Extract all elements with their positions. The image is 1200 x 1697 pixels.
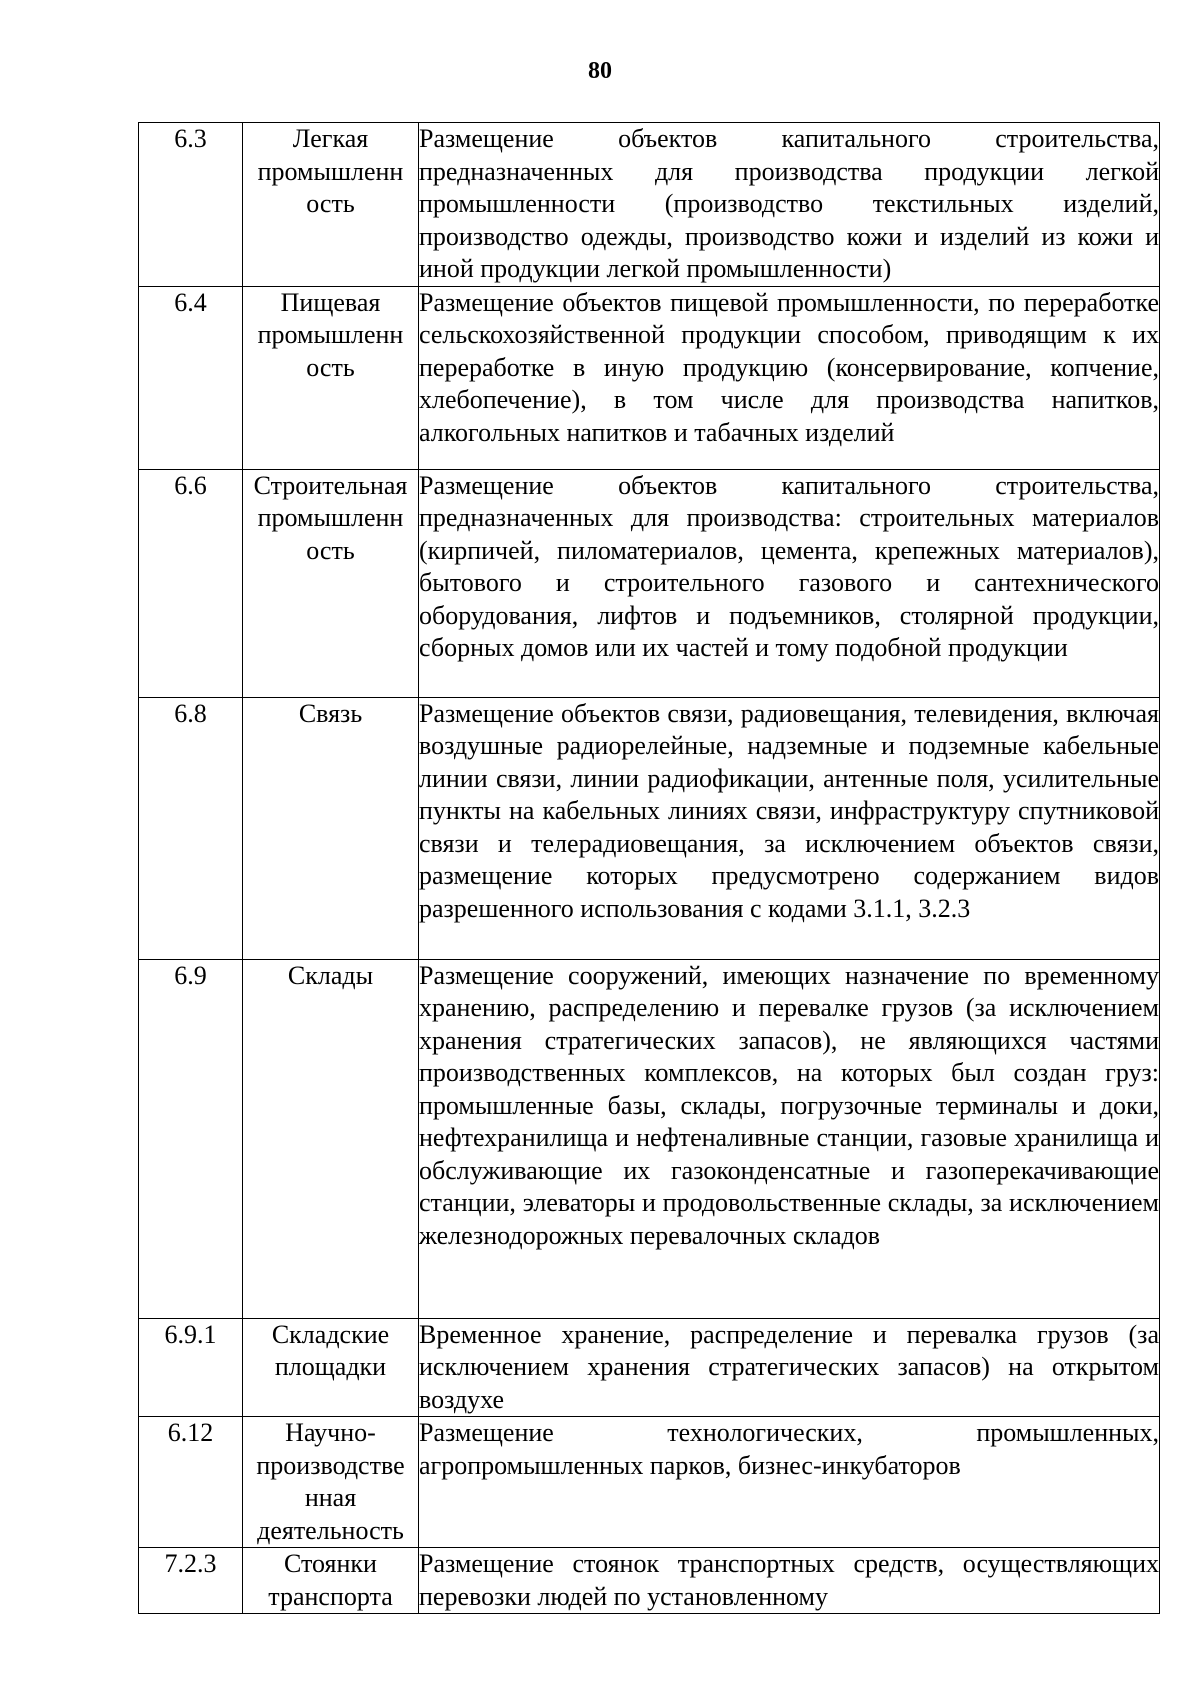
table-row [139, 1417, 1160, 1548]
row-name: Стоянки транспорта [243, 1548, 419, 1614]
row-code: 6.8 [139, 697, 243, 959]
row-code: 6.12 [139, 1417, 243, 1548]
row-description: Размещение технологических, промышленных, агропромышленных парков, бизнес-инкубаторов [419, 1417, 1160, 1548]
table-row [139, 469, 1160, 697]
row-code: 6.6 [139, 469, 243, 697]
table-row [139, 697, 1160, 959]
row-description: Размещение объектов капитального строительства, предназначенных для производства продукции легкой промышленности (производство текстильных изделий, производство одежды, производство кожи и изделий из кожи и иной продукции легкой промышленности) [419, 123, 1160, 287]
row-description: Размещение объектов связи, радиовещания, телевидения, включая воздушные радиорелейные, надземные и подземные кабельные линии связи, линии радиофикации, антенные поля, усилительные пункты на кабельных линиях связи, инфраструктуру спутниковой связи и телерадиовещания, за исключением объектов связи, размещение которых предусмотрено содержанием видов разрешенного использования с кодами 3.1.1, 3.2.3 [419, 697, 1160, 959]
row-description: Размещение объектов капитального строительства, предназначенных для производства: строительных материалов (кирпичей, пиломатериалов, цемента, крепежных материалов), бытового и строительного газового и сантехнического оборудования, лифтов и подъемников, столярной продукции, сборных домов или их частей и тому подобной продукции [419, 469, 1160, 697]
table-row [139, 959, 1160, 1318]
row-name: Легкая промышленн ость [243, 123, 419, 287]
table-row [139, 123, 1160, 287]
row-name: Научно-производстве нная деятельность [243, 1417, 419, 1548]
row-name: Склады [243, 959, 419, 1318]
row-name: Строительная промышленн ость [243, 469, 419, 697]
table-row [139, 1548, 1160, 1614]
row-name: Связь [243, 697, 419, 959]
row-code: 6.4 [139, 286, 243, 469]
table-row [139, 1318, 1160, 1417]
row-description: Размещение стоянок транспортных средств, осуществляющих перевозки людей по установленному [419, 1548, 1160, 1614]
row-code: 6.9.1 [139, 1318, 243, 1417]
table-row [139, 286, 1160, 469]
row-name: Пищевая промышленн ость [243, 286, 419, 469]
row-description: Размещение объектов пищевой промышленности, по переработке сельскохозяйственной продукции способом, приводящим к их переработке в иную продукцию (консервирование, копчение, хлебопечение), в том числе для производства напитков, алкогольных напитков и табачных изделий [419, 286, 1160, 469]
row-name: Складские площадки [243, 1318, 419, 1417]
row-description: Размещение сооружений, имеющих назначение по временному хранению, распределению и перевалке грузов (за исключением хранения стратегических запасов), не являющихся частями производственных комплексов, на которых был создан груз: промышленные базы, склады, погрузочные терминалы и доки, нефтехранилища и нефтеналивные станции, газовые хранилища и обслуживающие их газоконденсатные и газоперекачивающие станции, элеваторы и продовольственные склады, за исключением железнодорожных перевалочных складов [419, 959, 1160, 1318]
row-description: Временное хранение, распределение и перевалка грузов (за исключением хранения стратегических запасов) на открытом воздухе [419, 1318, 1160, 1417]
land-use-table [138, 122, 1160, 1614]
page-number: 80 [588, 58, 612, 84]
row-code: 6.9 [139, 959, 243, 1318]
row-code: 7.2.3 [139, 1548, 243, 1614]
row-code: 6.3 [139, 123, 243, 287]
